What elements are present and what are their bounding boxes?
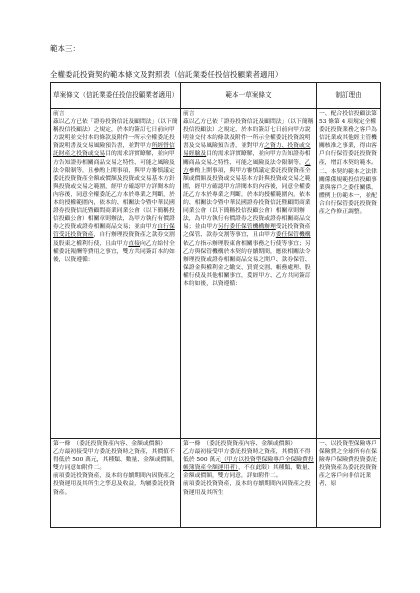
reason-item: 二、本契約範本之法律關係係規範投信投顧事業與客戶之委任關係，體例上仿範本一，並配合自行保管委託投資資產之作修正調整。: [319, 168, 377, 216]
article-heading: 第一條 （委託投資資產內容、金額或價額）: [53, 441, 167, 447]
cell-sample-article-one: [181, 439, 317, 528]
reason-item: 一、以投資型保險專戶保險費之全球所有在保險專戶保險費投資委託投資資產為委託投資資產之客戶向非信託業者，原: [319, 441, 377, 488]
table-row-preamble: [51, 109, 381, 439]
underlined-text: 所經營信託財產之投資或交易: [53, 143, 175, 158]
header-reason: 制訂理由: [317, 83, 381, 109]
article-paragraph: 前項委託投資資產，及本約存續期間內因資產之投資運用及其所生: [183, 481, 311, 496]
reason-item: 一、配合投信投顧法第 53 條第 4 項規定全權委託投資業務之客戶為信託業或其他經主管機關核准之事業，得由客戶自行保管委託投資資產，增訂本契約範本。: [319, 111, 377, 166]
underlined-text: 另行委任保管機構辦理: [217, 224, 276, 231]
underlined-text: 直接: [128, 240, 140, 247]
article-paragraph: 乙方最初接受甲方委託投資時之資產，其價值不得低於 500 萬元，其種類、數量、金額或價額，雙方同意如附件二。: [53, 449, 178, 472]
preamble-text: 茲以乙方已依「證券投資信託及顧問法」（以下簡稱投信投顧法）之規定，於本約簽訂七日前向甲方說明並交付本約條款及附件一所示全權委託投資說明書及交易風險預告書，並對甲方所經營信託財產之投資或交易目的需求詳實瞭解，並向甲方告知證券相關商品交易之特性、可能之風險及法令限制等，且參酌上開事項，與甲方審慎議定委託投資資產全額或價額及投資或交易基本方針與投資或交易之範圍，經甲方確認甲方詳閱本約內容後，同意全權委託乙方本於專業之判斷，於本約授權範圍內，依本約、相關法令暨中華民國證券投資信託暨顧問商業同業公會（以下簡稱投信投顧公會）相關章則辦法，為甲方執行有價證券之投資或證券相關商品交易；並由甲方自行保管受託投資資產，自行辦理投資資產之款券交割及股東之權利行使，且由甲方直接向乙方給付全權委託報酬等費用之事宜，雙方共同簽訂本約如後，以資遵循：: [53, 119, 178, 263]
header-draft-text: 草案條文（信託業委任投信投顧業者適用）: [51, 83, 181, 109]
page-heading: 範本三：: [50, 44, 80, 53]
cell-draft-article-one: [51, 439, 181, 528]
comparison-table: [50, 82, 381, 528]
cell-label: 前言: [53, 111, 65, 117]
cell-reason-preamble: [317, 109, 381, 439]
underlined-text: 乙方: [183, 159, 311, 174]
cell-sample-preamble: [181, 109, 317, 439]
underlined-text: 自行保管受託投資資產: [53, 224, 175, 239]
preamble-text: 茲以乙方已依「證券投資信託及顧問法」（以下簡稱投信投顧法）之規定，於本約簽訂七日前向甲方說明並交付本約條款及附件一所示全權委託投資說明書及交易風險預告書，並對甲方之資力、投資或交易經驗及目的需求詳實瞭解，並向甲方告知證券相關商品交易之特性、可能之風險及法令限制等，乙方參酌上開事項，與甲方審慎議定委託投資資產全額或價額及投資或交易基本方針與投資或交易之範圍，經甲方確認甲方詳閱本約內容後，同意全權委託乙方本於專業之判斷，於本約授權範圍內，依本約、相關法令暨中華民國證券投資信託暨顧問商業同業公會（以下簡稱投信投顧公會）相關章則辦法，為甲方執行有價證券之投資或證券相關商品交易；並由甲方另行委任保管機構辦理受託投資資產之保管、款券交割等事宜，且由甲方委任保管機構依乙方指示辦理股東會相關事務之行使等事宜；另乙方與保管機構於本契約存續期間，應依相關法令辦理投資或證券相關商品交易之開戶、款券保管、保證金與權利金之繳交、買賣交割、帳務處理、股權行使及其他相關事宜，爰經甲方、乙方共同簽訂本約如後，以資遵循：: [183, 119, 314, 287]
underlined-text: （甲方以投資型保險專戶全保險費投帳簿資產全額運用者）: [183, 457, 314, 472]
article-heading: 第一條 （委託投資資產內容、金額或價額）: [183, 441, 297, 447]
article-paragraph: 前項委託投資資產，及本約存續期間內因資產之投資運用及其所生之孳息及收益，均屬委託投資資產。: [53, 473, 175, 496]
underlined-text: 委任保管機構: [275, 232, 311, 239]
table-row-article-one: [51, 439, 381, 528]
cell-draft-preamble: [51, 109, 181, 439]
cell-reason-article-one: [317, 439, 381, 528]
article-paragraph: 乙方最初接受甲方委託投資時之資產，其價值不得低於 500 萬元（甲方以投資型保險專戶全保險費投帳簿資產全額運用者），不在此限）其種類、數量、金額或價額，雙方同意，詳如附件二。: [183, 449, 314, 480]
table-header-row: [51, 83, 381, 109]
underlined-text: 之資力、投資或交易經驗及: [183, 143, 311, 158]
header-sample-one-text: 範本一草案條文: [181, 83, 317, 109]
document-title: 全權委託投資契約範本條文及對照表（信託業委任投信投顧業者適用）: [50, 70, 283, 79]
cell-label: 前言: [183, 111, 195, 117]
